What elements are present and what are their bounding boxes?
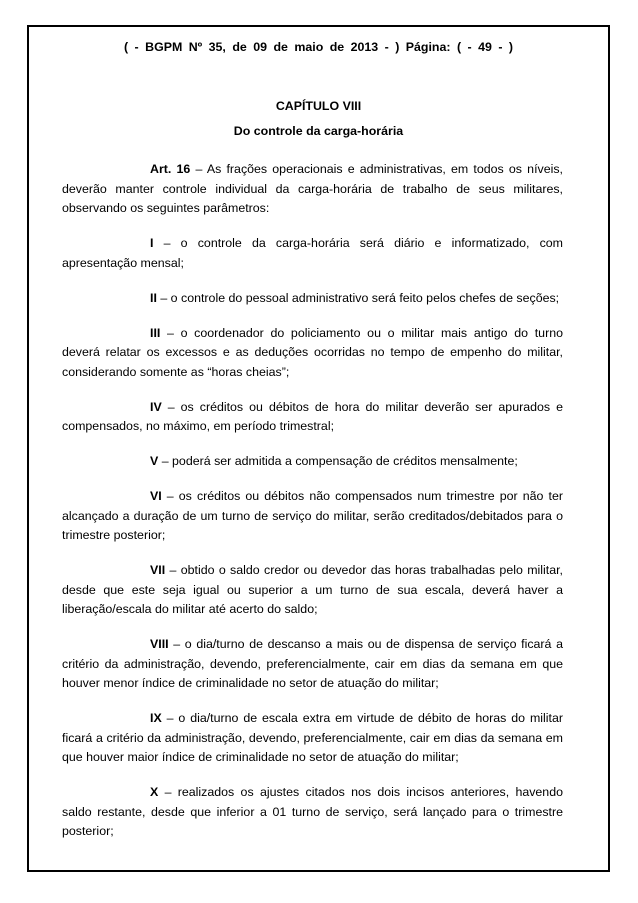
item-vii-paragraph bbox=[62, 561, 563, 620]
item-iv-paragraph bbox=[62, 398, 563, 437]
paragraph-label: VII bbox=[150, 563, 166, 577]
paragraph-text: – As frações operacionais e administrativas, em todos os níveis, deverão manter controle individual da carga-horária de trabalho de seus militares, observando os seguintes parâmetros: bbox=[62, 162, 563, 215]
document-body bbox=[62, 160, 563, 857]
item-ii-paragraph bbox=[62, 289, 563, 309]
item-vi-paragraph bbox=[62, 487, 563, 546]
paragraph-label: X bbox=[150, 785, 159, 799]
item-v-paragraph bbox=[62, 452, 563, 472]
paragraph-text: – realizados os ajustes citados nos dois incisos anteriores, havendo saldo restante, desde que inferior a 01 turno de serviço, será lançado para o trimestre posterior; bbox=[62, 785, 563, 838]
item-iii-paragraph bbox=[62, 324, 563, 383]
paragraph-label: IX bbox=[150, 711, 162, 725]
paragraph-label: VIII bbox=[150, 637, 169, 651]
item-viii-paragraph bbox=[62, 635, 563, 694]
paragraph-text: – os créditos ou débitos de hora do militar deverão ser apurados e compensados, no máximo, em período trimestral; bbox=[62, 399, 563, 433]
article-16-paragraph bbox=[62, 160, 563, 219]
paragraph-label: VI bbox=[150, 489, 162, 503]
paragraph-text: – os créditos ou débitos não compensados num trimestre por não ter alcançado a duração de um turno de serviço do militar, serão creditados/debitados para o trimestre posterior; bbox=[62, 489, 563, 542]
paragraph-text: – poderá ser admitida a compensação de créditos mensalmente; bbox=[158, 454, 518, 468]
paragraph-text: – o dia/turno de descanso a mais ou de dispensa de serviço ficará a critério da administração, devendo, preferencialmente, cair em dias da semana em que houver menor índice de criminalidade no setor de atuação do militar; bbox=[62, 637, 563, 690]
paragraph-text: – o coordenador do policiamento ou o militar mais antigo do turno deverá relatar os excessos e as deduções ocorridas no tempo de empenho do militar, considerando somente as “horas cheias”; bbox=[62, 325, 563, 379]
paragraph-text: – o controle da carga-horária será diário e informatizado, com apresentação mensal; bbox=[62, 236, 563, 270]
paragraph-label: V bbox=[150, 454, 159, 468]
chapter-title: Do controle da carga-horária bbox=[233, 124, 404, 138]
paragraph-label: II bbox=[150, 290, 157, 305]
paragraph-label: III bbox=[150, 325, 161, 340]
paragraph-label: I bbox=[150, 236, 154, 250]
bulletin-header: ( - BGPM Nº 35, de 09 de maio de 2013 - ) Página: ( - 49 - ) bbox=[123, 40, 514, 54]
paragraph-text: – o controle do pessoal administrativo será feito pelos chefes de seções; bbox=[156, 290, 560, 305]
paragraph-text: – obtido o saldo credor ou devedor das horas trabalhadas pelo militar, desde que este seja igual ou superior a um turno de sua escala, deverá haver a liberação/escala do militar até acerto do saldo; bbox=[62, 563, 563, 616]
paragraph-text: – o dia/turno de escala extra em virtude de débito de horas do militar ficará a critério da administração, devendo, preferencialmente, cair em dias da semana em que houver maior índice de criminalidade no setor de atuação do militar; bbox=[62, 711, 563, 764]
item-x-paragraph bbox=[62, 783, 563, 842]
item-i-paragraph bbox=[62, 234, 563, 273]
item-ix-paragraph bbox=[62, 709, 563, 768]
chapter-number: CAPÍTULO VIII bbox=[275, 99, 362, 113]
paragraph-label: Art. 16 bbox=[150, 162, 191, 176]
paragraph-label: IV bbox=[150, 399, 162, 414]
